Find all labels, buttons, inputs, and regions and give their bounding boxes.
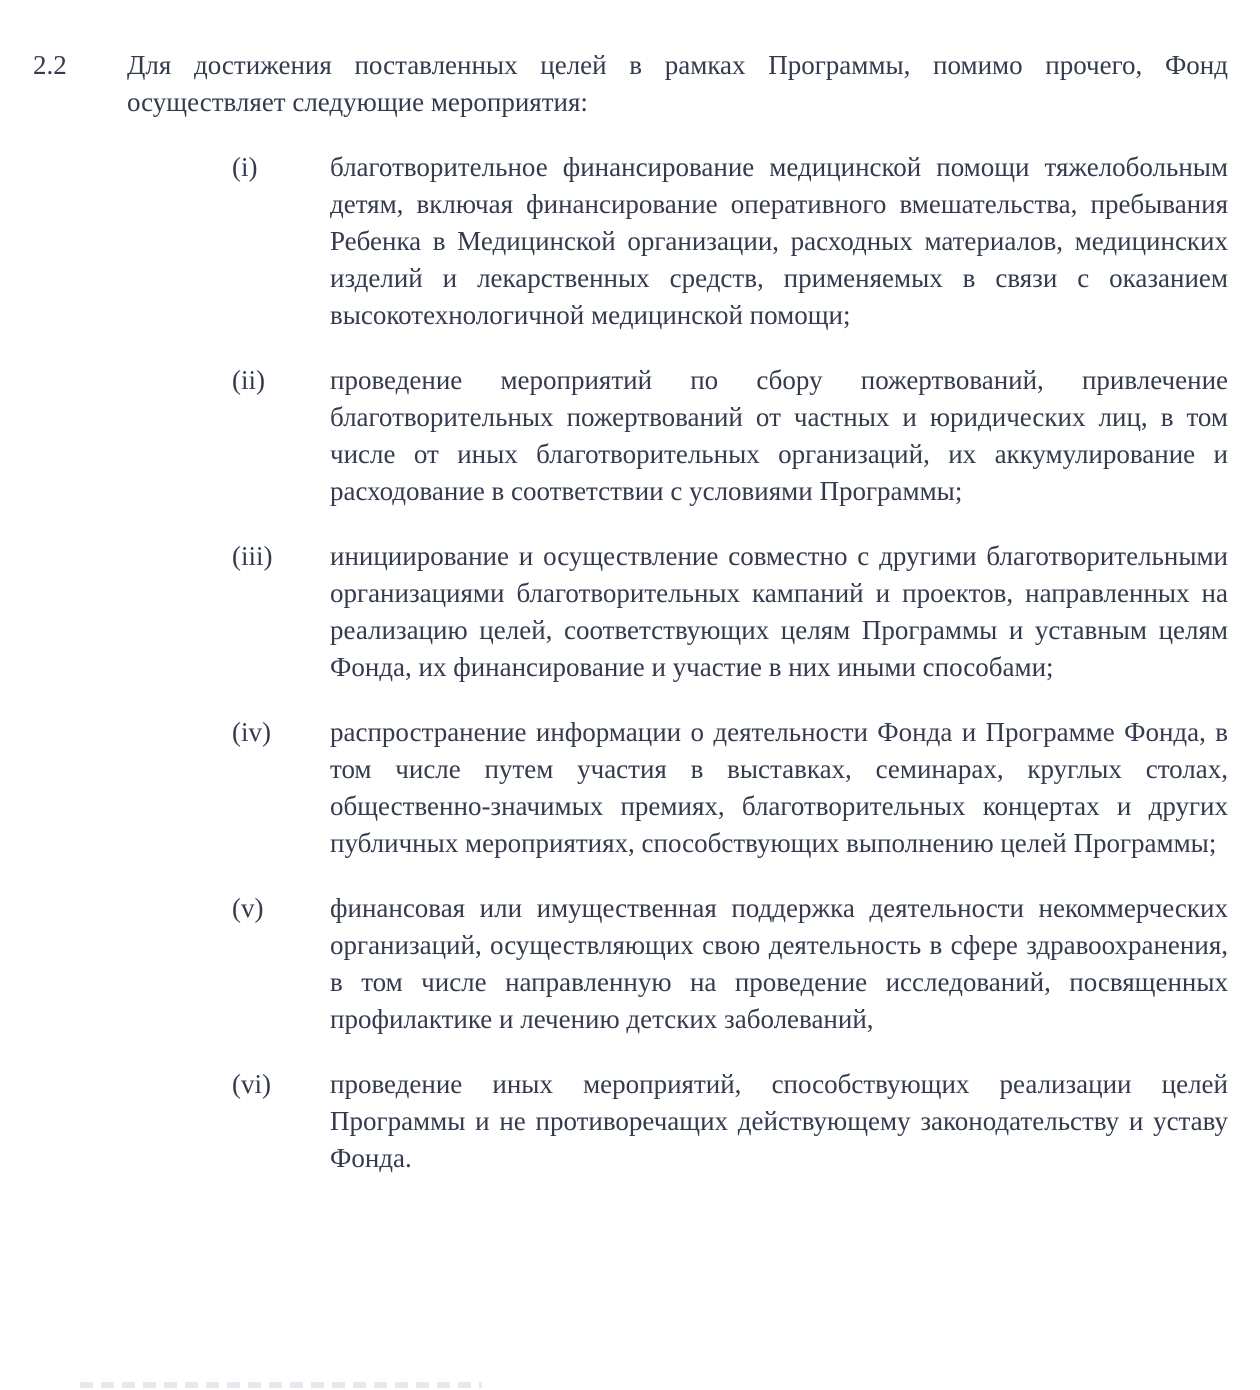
list-item-text: проведение мероприятий по сбору пожертвований, привлечение благотворительных пожертвований от частных и юридических лиц, в том числе от иных благотворительных организаций, их аккумулирование и расходование в соответствии с условиями Программы; bbox=[330, 365, 1228, 506]
list-item bbox=[0, 1066, 1260, 1177]
section-heading-row bbox=[0, 0, 1260, 121]
list-item-marker: (i) bbox=[232, 152, 258, 182]
list-item-text: распространение информации о деятельности Фонда и Программе Фонда, в том числе путем участия в выставках, семинарах, круглых столах, общественно-значимых премиях, благотворительных концертах и других публичных мероприятиях, способствующих выполнению целей Программы; bbox=[330, 717, 1228, 858]
cutoff-text-remnant bbox=[80, 1382, 482, 1388]
list-item-text: финансовая или имущественная поддержка деятельности некоммерческих организаций, осуществляющих свою деятельность в сфере здравоохранения, в том числе направленную на проведение исследований, посвященных профилактике и лечению детских заболеваний, bbox=[330, 893, 1228, 1034]
list-item bbox=[0, 714, 1260, 862]
section-intro-text: Для достижения поставленных целей в рамках Программы, помимо прочего, Фонд осуществляет следующие мероприятия: bbox=[127, 50, 1228, 117]
list-item-marker: (iii) bbox=[232, 541, 273, 571]
list-item bbox=[0, 362, 1260, 510]
list-item-marker: (vi) bbox=[232, 1069, 271, 1099]
list-item-text: благотворительное финансирование медицинской помощи тяжелобольным детям, включая финансирование оперативного вмешательства, пребывания Ребенка в Медицинской организации, расходных материалов, медицинских изделий и лекарственных средств, применяемых в связи с оказанием высокотехнологичной медицинской помощи; bbox=[330, 152, 1228, 330]
list-item-marker: (ii) bbox=[232, 365, 265, 395]
list-item-text: проведение иных мероприятий, способствующих реализации целей Программы и не противоречащих действующему законодательству и уставу Фонда. bbox=[330, 1069, 1228, 1173]
section-number: 2.2 bbox=[33, 50, 67, 80]
list-item-marker: (v) bbox=[232, 893, 264, 923]
list-item bbox=[0, 538, 1260, 686]
list-item-text: инициирование и осуществление совместно с другими благотворительными организациями благотворительных кампаний и проектов, направленных на реализацию целей, соответствующих целям Программы и уставным целям Фонда, их финансирование и участие в них иными способами; bbox=[330, 541, 1228, 682]
list-item-marker: (iv) bbox=[232, 717, 271, 747]
list-item bbox=[0, 149, 1260, 334]
list-item bbox=[0, 890, 1260, 1038]
